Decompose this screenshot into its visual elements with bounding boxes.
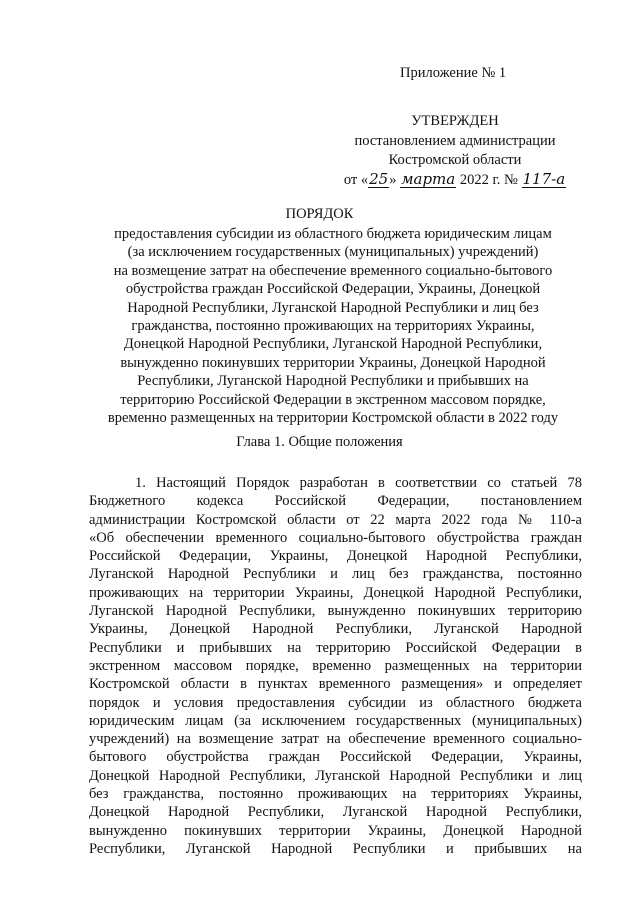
subtitle-line: вынужденно покинувших территории Украины, Донецкой Народной: [120, 354, 546, 371]
subtitle-line: Республики, Луганской Народной Республики и прибывших на: [137, 373, 529, 390]
paragraph-line: экстренном массовом порядке, временно размещенных на территории: [89, 657, 582, 674]
document-subtitle: [60, 225, 606, 427]
paragraph-line: 1. Настоящий Порядок разработан в соответствии со статьей 78: [135, 475, 582, 491]
paragraph-line: учреждений) на возмещение затрат на обеспечение временного социально-: [89, 731, 582, 748]
subtitle-line: временно размещенных на территории Костромской области в 2022 году: [107, 410, 559, 427]
subtitle-line: (за исключением государственных (муниципальных) учреждений): [127, 244, 539, 261]
paragraph-line: Луганской Народной Республики и лиц без гражданства, постоянно: [89, 566, 582, 583]
approval-status: УТВЕРЖДЕН: [411, 113, 499, 129]
paragraph-line: Костромской области в пунктах временного размещения» и определяет: [89, 676, 582, 693]
document-title: ПОРЯДОК: [285, 206, 354, 222]
year-part: 2022 г. №: [459, 171, 518, 188]
subtitle-line: Донецкой Народной Республики, Луганской Народной Республики,: [123, 336, 543, 353]
handwritten-number: 117-а: [522, 169, 566, 188]
chapter-heading: Глава 1. Общие положения: [236, 434, 403, 450]
subtitle-line: Народной Республики, Луганской Народной Республики и лиц без: [127, 299, 539, 316]
handwritten-month: марта: [401, 169, 456, 188]
paragraph-line: Республики, Луганской Народной Республики и прибывших на: [89, 840, 582, 857]
paragraph-line: Республики и прибывших на территорию Российской Федерации в: [89, 639, 582, 656]
paragraph-1: [89, 474, 582, 858]
paragraph-line: Донецкой Народной Республики, Луганской Народной Республики и лиц: [89, 767, 582, 784]
paragraph-line: вынужденно покинувших территории Украины, Донецкой Народной: [89, 822, 582, 839]
paragraph-line: «Об обеспечении временного социально-бытового обустройства граждан: [89, 529, 582, 546]
paragraph-line: Украины, Донецкой Народной Республики, Луганской Народной: [89, 621, 582, 638]
paragraph-line: администрации Костромской области от 22 марта 2022 года № 110-а: [89, 511, 582, 528]
paragraph-line: порядок и условия предоставления субсидии из областного бюджета: [89, 694, 582, 711]
subtitle-line: гражданства, постоянно проживающих на территориях Украины,: [131, 318, 535, 335]
paragraph-line: проживающих на территории Украины, Донецкой Народной Республики,: [89, 584, 582, 601]
approval-line-2: Костромской области: [388, 152, 522, 168]
paragraph-line: бытового обустройства граждан Российской Федерации, Украины,: [89, 749, 582, 766]
date-prefix: от «: [343, 171, 369, 188]
approval-line-1: постановлением администрации: [354, 132, 556, 149]
approval-date-line: [340, 171, 570, 191]
paragraph-line: Бюджетного кодекса Российской Федерации, постановлением: [89, 493, 582, 510]
subtitle-line: территорию Российской Федерации в экстренном массовом порядке,: [120, 391, 546, 408]
paragraph-line: Российской Федерации, Украины, Донецкой Народной Республики,: [89, 548, 582, 565]
paragraph-line: юридическим лицам (за исключением государственных (муниципальных): [89, 712, 582, 729]
appendix-label: Приложение № 1: [400, 65, 507, 81]
subtitle-line: предоставления субсидии из областного бюджета юридическим лицам: [114, 226, 552, 242]
paragraph-line: без гражданства, постоянно проживающих на территориях Украины,: [89, 786, 582, 803]
handwritten-day: 25: [369, 169, 389, 188]
paragraph-line: Донецкой Народной Республики, Луганской Народной Республики,: [89, 804, 582, 821]
subtitle-line: на возмещение затрат на обеспечение временного социально-бытового: [113, 262, 553, 279]
approval-stamp: [340, 112, 570, 190]
quote-close: »: [389, 171, 397, 188]
paragraph-line: Луганской Народной Республики, вынужденно покинувших территорию: [89, 603, 582, 620]
subtitle-line: обустройства граждан Российской Федерации, Украины, Донецкой: [125, 281, 541, 298]
